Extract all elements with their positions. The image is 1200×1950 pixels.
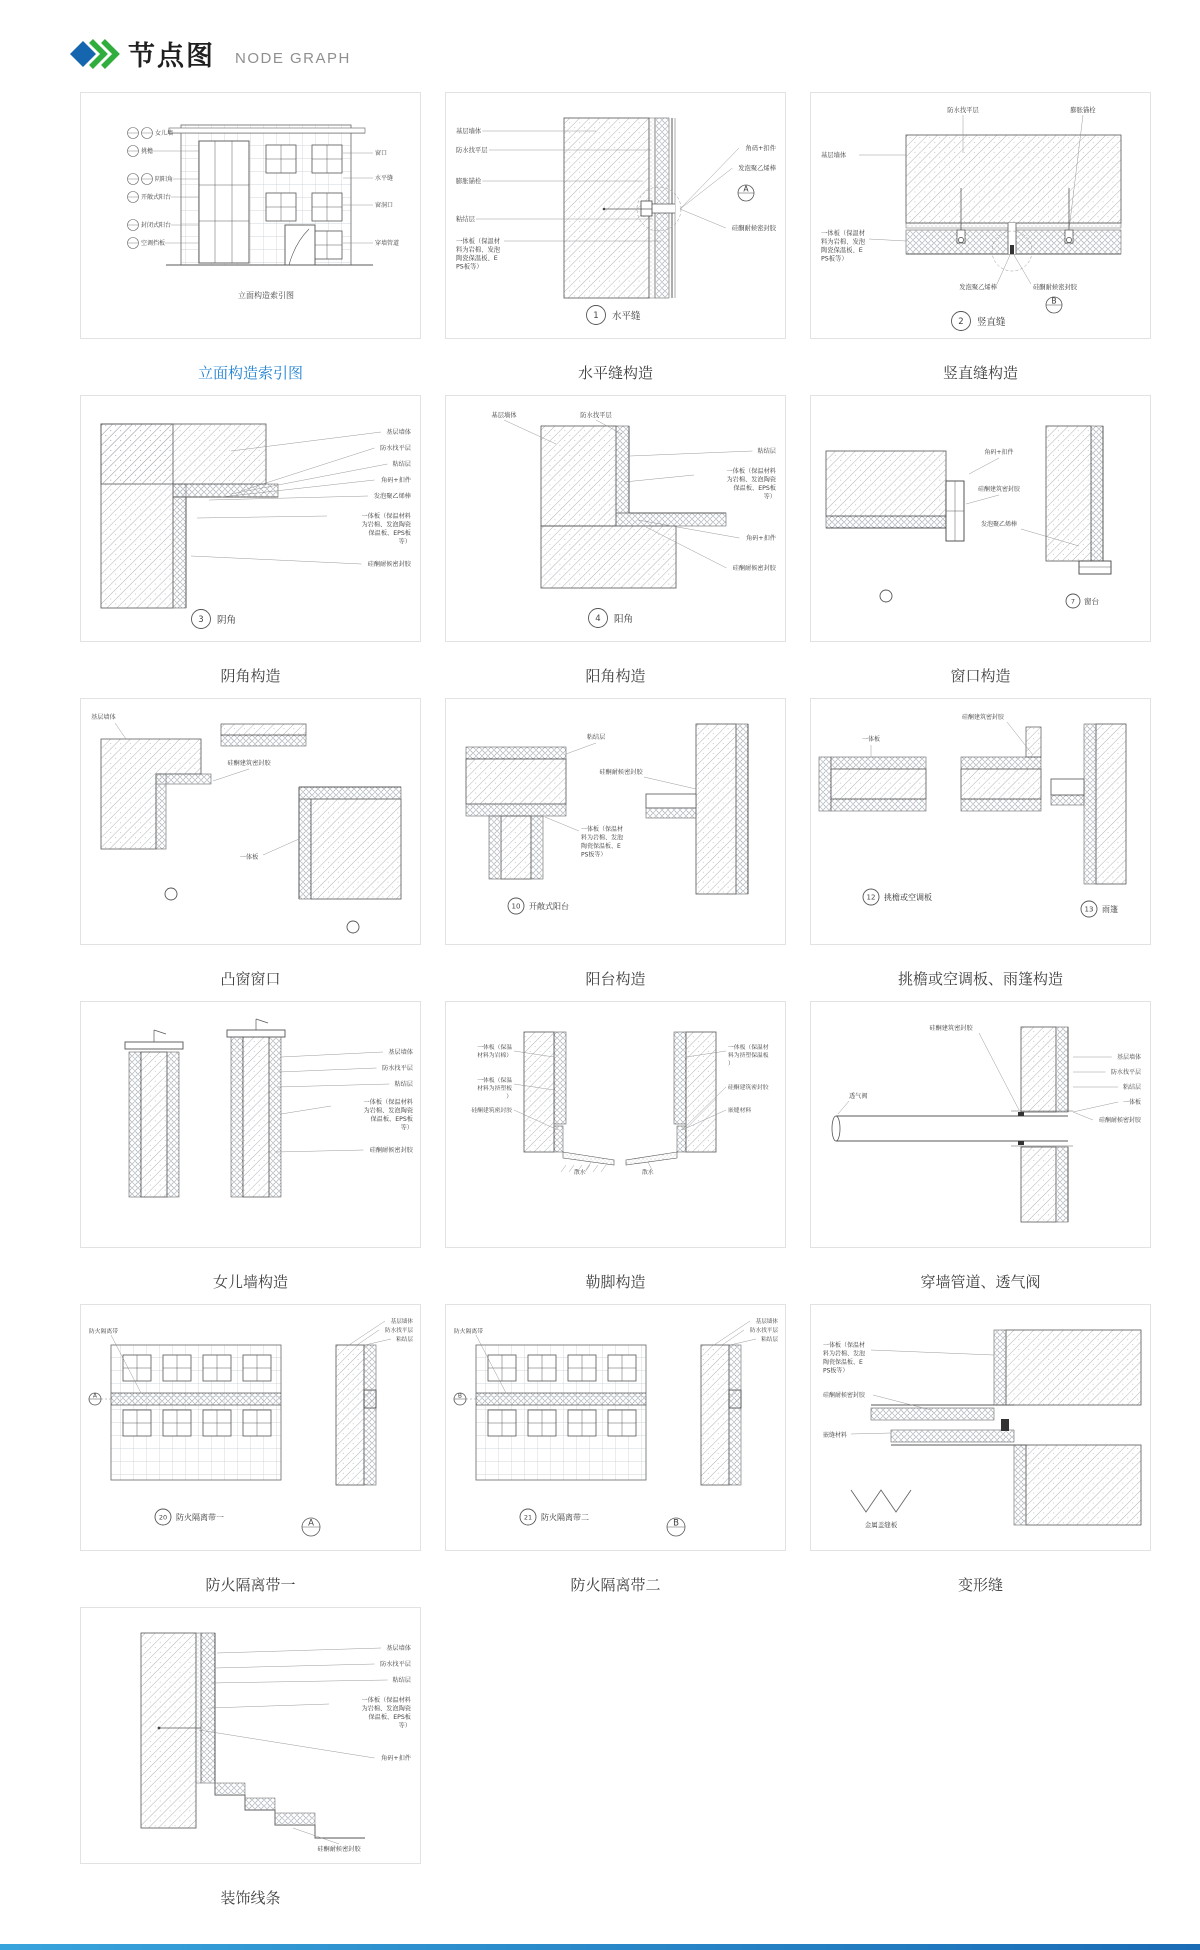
svg-text:一体板（保温材料: 一体板（保温材料 xyxy=(361,513,411,520)
svg-text:一体板（保温材料: 一体板（保温材料 xyxy=(363,1099,413,1106)
svg-text:粘结层: 粘结层 xyxy=(394,1081,413,1088)
svg-text:基层墙体: 基层墙体 xyxy=(1116,1054,1141,1061)
eaves-canopy-drawing xyxy=(811,699,1150,944)
svg-text:一体板（保温材料: 一体板（保温材料 xyxy=(361,1697,411,1704)
svg-text:防水找平层: 防水找平层 xyxy=(456,147,488,154)
svg-text:发泡聚乙烯棒: 发泡聚乙烯棒 xyxy=(738,165,776,172)
svg-text:膨胀锚栓: 膨胀锚栓 xyxy=(456,178,482,185)
svg-text:立面构造索引图: 立面构造索引图 xyxy=(238,291,294,300)
svg-text:一体板（保温材: 一体板（保温材 xyxy=(581,826,624,833)
bay-window-drawing xyxy=(81,699,420,944)
svg-text:开敞式阳台: 开敞式阳台 xyxy=(529,902,569,911)
svg-text:挑檐: 挑檐 xyxy=(141,148,154,155)
svg-text:粘结层: 粘结层 xyxy=(757,448,776,455)
svg-text:等）: 等） xyxy=(400,1124,413,1132)
svg-text:窗台: 窗台 xyxy=(1084,597,1099,606)
svg-text:保温板、EPS板: 保温板、EPS板 xyxy=(368,1714,411,1721)
caption-eaves-canopy[interactable]: 挑檐或空调板、雨篷构造 xyxy=(897,971,1063,988)
parapet-drawing xyxy=(81,1002,420,1247)
svg-text:穿墙管道: 穿墙管道 xyxy=(375,240,400,247)
svg-text:一体板: 一体板 xyxy=(861,736,881,743)
svg-text:角码+扣件: 角码+扣件 xyxy=(746,535,776,542)
cell-plinth xyxy=(445,1001,786,1304)
cell-balcony xyxy=(445,698,786,1001)
cell-inner-corner xyxy=(80,395,421,698)
svg-text:PS板等）: PS板等） xyxy=(456,263,483,271)
cell-elevation-index xyxy=(80,92,421,395)
svg-text:发泡聚乙烯棒: 发泡聚乙烯棒 xyxy=(959,284,997,291)
svg-text:材料为挤塑板: 材料为挤塑板 xyxy=(477,1086,512,1092)
cell-eaves-canopy xyxy=(810,698,1151,1001)
svg-text:阳角: 阳角 xyxy=(614,614,634,625)
svg-text:一体板（保温材料: 一体板（保温材料 xyxy=(726,468,776,475)
svg-text:硅酮建筑密封胶: 硅酮建筑密封胶 xyxy=(929,1025,973,1032)
outer-corner-drawing xyxy=(446,396,785,641)
svg-text:雨篷: 雨篷 xyxy=(1102,905,1118,914)
svg-text:20: 20 xyxy=(158,1513,168,1522)
cell-firebreak-1 xyxy=(80,1304,421,1607)
svg-text:女儿墙: 女儿墙 xyxy=(155,130,174,137)
svg-text:保温板、EPS板: 保温板、EPS板 xyxy=(368,530,411,537)
caption-horizontal-seam[interactable]: 水平缝构造 xyxy=(577,365,653,382)
svg-text:水平缝: 水平缝 xyxy=(612,311,641,322)
svg-text:竖直缝: 竖直缝 xyxy=(977,317,1006,328)
caption-inner-corner[interactable]: 阴角构造 xyxy=(220,668,281,685)
card-eaves-canopy[interactable] xyxy=(810,698,1151,945)
caption-decorative-trim[interactable]: 装饰线条 xyxy=(220,1890,281,1907)
svg-text:基层墙体: 基层墙体 xyxy=(456,128,482,135)
svg-text:3: 3 xyxy=(198,615,204,626)
expansion-joint-drawing xyxy=(811,1305,1150,1550)
svg-text:粘结层: 粘结层 xyxy=(392,1677,411,1684)
caption-firebreak-2[interactable]: 防火隔离带二 xyxy=(570,1577,661,1594)
svg-text:防水找平层: 防水找平层 xyxy=(580,412,612,419)
svg-text:一体板（保温材: 一体板（保温材 xyxy=(823,1342,866,1349)
svg-text:硅酮耐候密封胶: 硅酮耐候密封胶 xyxy=(599,769,643,776)
svg-text:基层墙体: 基层墙体 xyxy=(821,152,847,159)
svg-text:开敞式阳台: 开敞式阳台 xyxy=(141,194,172,201)
card-bay-window[interactable] xyxy=(80,698,421,945)
svg-text:角码+扣件: 角码+扣件 xyxy=(984,449,1014,456)
svg-text:一体板（保温: 一体板（保温 xyxy=(477,1078,512,1084)
svg-text:粘结层: 粘结层 xyxy=(1122,1084,1141,1091)
svg-text:1: 1 xyxy=(593,311,599,322)
svg-text:21: 21 xyxy=(523,1513,533,1522)
svg-text:为岩棉、发泡陶瓷: 为岩棉、发泡陶瓷 xyxy=(361,521,411,529)
svg-text:基层墙体: 基层墙体 xyxy=(755,1319,778,1325)
svg-text:PS板等）: PS板等） xyxy=(823,1367,849,1375)
svg-text:陶瓷保温板、E: 陶瓷保温板、E xyxy=(581,843,621,850)
svg-text:硅酮建筑密封胶: 硅酮建筑密封胶 xyxy=(728,1085,769,1091)
svg-text:B: B xyxy=(1051,296,1057,306)
cell-window-opening xyxy=(810,395,1151,698)
svg-text:窗口: 窗口 xyxy=(375,150,388,157)
svg-text:嵌缝材料: 嵌缝材料 xyxy=(728,1108,752,1114)
svg-text:12: 12 xyxy=(866,893,876,902)
cell-firebreak-2 xyxy=(445,1304,786,1607)
cell-bay-window xyxy=(80,698,421,1001)
svg-text:保温板、EPS板: 保温板、EPS板 xyxy=(370,1116,413,1123)
cell-expansion-joint xyxy=(810,1304,1151,1607)
svg-text:2: 2 xyxy=(958,317,964,328)
svg-text:A: A xyxy=(93,1393,97,1400)
svg-text:4: 4 xyxy=(595,614,601,625)
svg-text:硅酮建筑密封胶: 硅酮建筑密封胶 xyxy=(961,714,1005,721)
svg-text:膨胀锚栓: 膨胀锚栓 xyxy=(1070,107,1096,114)
svg-text:防水找平层: 防水找平层 xyxy=(947,107,979,114)
svg-text:硅酮耐候密封胶: 硅酮耐候密封胶 xyxy=(823,1392,866,1399)
svg-text:等）: 等） xyxy=(763,493,776,501)
svg-text:料为岩棉、发泡: 料为岩棉、发泡 xyxy=(821,238,866,246)
vertical-seam-drawing xyxy=(811,93,1150,338)
card-firebreak-2[interactable] xyxy=(445,1304,786,1551)
cell-outer-corner xyxy=(445,395,786,698)
caption-expansion-joint[interactable]: 变形缝 xyxy=(957,1577,1003,1594)
svg-text:B: B xyxy=(458,1393,462,1400)
svg-text:阴角: 阴角 xyxy=(217,615,237,626)
card-vertical-seam[interactable] xyxy=(810,92,1151,339)
svg-text:硅酮耐候密封胶: 硅酮耐候密封胶 xyxy=(1033,284,1078,291)
svg-text:防水找平层: 防水找平层 xyxy=(385,1328,413,1334)
svg-text:防水找平层: 防水找平层 xyxy=(1110,1069,1141,1076)
svg-text:硅酮耐候密封胶: 硅酮耐候密封胶 xyxy=(731,225,776,232)
svg-text:散水: 散水 xyxy=(574,1170,586,1176)
card-wall-pipe-vent[interactable] xyxy=(810,1001,1151,1248)
svg-text:陶瓷保温板、E: 陶瓷保温板、E xyxy=(821,247,863,254)
svg-text:料为岩棉、发泡: 料为岩棉、发泡 xyxy=(456,246,501,254)
svg-text:透气阀: 透气阀 xyxy=(849,1093,868,1100)
svg-text:硅酮耐候密封胶: 硅酮耐候密封胶 xyxy=(367,561,411,568)
firebreak-1-drawing xyxy=(81,1305,420,1550)
wall-pipe-vent-drawing xyxy=(811,1002,1150,1247)
caption-elevation-index[interactable]: 立面构造索引图 xyxy=(197,365,303,382)
svg-text:基层墙体: 基层墙体 xyxy=(390,1319,413,1325)
svg-text:粘结层: 粘结层 xyxy=(396,1337,413,1343)
svg-text:基层墙体: 基层墙体 xyxy=(386,429,411,436)
svg-text:发泡聚乙烯棒: 发泡聚乙烯棒 xyxy=(980,521,1018,528)
svg-text:粘结层: 粘结层 xyxy=(392,461,411,468)
page-subtitle: NODE GRAPH xyxy=(235,49,351,67)
svg-text:等）: 等） xyxy=(398,1722,411,1730)
svg-text:发泡聚乙烯棒: 发泡聚乙烯棒 xyxy=(373,493,411,500)
svg-text:嵌缝材料: 嵌缝材料 xyxy=(823,1432,848,1439)
svg-text:PS板等）: PS板等） xyxy=(581,851,607,859)
svg-text:粘结层: 粘结层 xyxy=(761,1337,778,1343)
caption-vertical-seam[interactable]: 竖直缝构造 xyxy=(942,365,1018,382)
card-elevation-index[interactable] xyxy=(80,92,421,339)
caption-parapet[interactable]: 女儿墙构造 xyxy=(212,1274,288,1291)
svg-text:硅酮耐候密封胶: 硅酮耐候密封胶 xyxy=(317,1846,361,1853)
svg-text:金属盖缝板: 金属盖缝板 xyxy=(864,1521,898,1529)
svg-text:10: 10 xyxy=(511,902,521,911)
svg-text:基层墙体: 基层墙体 xyxy=(491,412,517,419)
detail-card-grid xyxy=(80,92,1151,1910)
svg-text:封闭式阳台: 封闭式阳台 xyxy=(141,222,172,229)
cell-decorative-trim xyxy=(80,1607,421,1910)
page-header xyxy=(70,34,351,73)
svg-text:为岩棉、发泡陶瓷: 为岩棉、发泡陶瓷 xyxy=(726,476,776,484)
logo-icon xyxy=(70,38,120,70)
svg-text:角码+扣件: 角码+扣件 xyxy=(381,1755,411,1762)
caption-wall-pipe-vent[interactable]: 穿墙管道、透气阀 xyxy=(920,1274,1041,1291)
cell-horizontal-seam xyxy=(445,92,786,395)
caption-bay-window[interactable]: 凸窗窗口 xyxy=(220,971,281,988)
svg-text:粘结层: 粘结层 xyxy=(586,734,606,741)
svg-text:一体板: 一体板 xyxy=(1122,1099,1141,1106)
svg-text:）: ） xyxy=(506,1094,512,1100)
svg-text:散水: 散水 xyxy=(642,1170,654,1176)
svg-text:为岩棉、发泡陶瓷: 为岩棉、发泡陶瓷 xyxy=(363,1107,413,1115)
svg-text:一体板（保温: 一体板（保温 xyxy=(477,1045,512,1051)
horizontal-seam-drawing xyxy=(446,93,785,338)
svg-text:窗洞口: 窗洞口 xyxy=(375,202,394,209)
card-firebreak-1[interactable] xyxy=(80,1304,421,1551)
caption-window-opening[interactable]: 窗口构造 xyxy=(950,668,1011,685)
svg-text:防火隔离带: 防火隔离带 xyxy=(454,1329,483,1335)
svg-text:防火隔离带: 防火隔离带 xyxy=(89,1329,118,1335)
card-decorative-trim[interactable] xyxy=(80,1607,421,1864)
card-inner-corner[interactable] xyxy=(80,395,421,642)
svg-text:材料为岩棉）: 材料为岩棉） xyxy=(477,1053,512,1059)
svg-text:水平缝: 水平缝 xyxy=(375,175,394,182)
svg-text:一体板（保温材: 一体板（保温材 xyxy=(456,238,501,245)
svg-text:一体板（保温材: 一体板（保温材 xyxy=(821,230,866,237)
svg-text:防水找平层: 防水找平层 xyxy=(380,1661,411,1668)
caption-balcony[interactable]: 阳台构造 xyxy=(585,971,646,988)
svg-text:一体板: 一体板 xyxy=(239,854,259,861)
footer-accent-bar xyxy=(0,1944,1200,1950)
card-parapet[interactable] xyxy=(80,1001,421,1248)
svg-text:为岩棉、发泡陶瓷: 为岩棉、发泡陶瓷 xyxy=(361,1705,411,1713)
card-balcony[interactable] xyxy=(445,698,786,945)
svg-text:基层墙体: 基层墙体 xyxy=(388,1049,413,1056)
svg-text:硅酮建筑密封胶: 硅酮建筑密封胶 xyxy=(471,1108,512,1114)
svg-text:防水找平层: 防水找平层 xyxy=(380,445,411,452)
svg-text:角码+扣件: 角码+扣件 xyxy=(745,145,776,152)
window-opening-drawing xyxy=(811,396,1150,641)
svg-text:一体板（保温材: 一体板（保温材 xyxy=(728,1045,769,1051)
caption-firebreak-1[interactable]: 防火隔离带一 xyxy=(205,1577,296,1594)
card-plinth[interactable] xyxy=(445,1001,786,1248)
svg-text:）: ） xyxy=(728,1061,734,1067)
caption-outer-corner[interactable]: 阳角构造 xyxy=(585,668,646,685)
svg-text:A: A xyxy=(308,1518,314,1529)
svg-text:角码+扣件: 角码+扣件 xyxy=(381,477,411,484)
svg-text:A: A xyxy=(743,184,749,194)
svg-text:空调挡板: 空调挡板 xyxy=(141,240,166,247)
elevation-index-drawing xyxy=(81,93,420,338)
svg-text:料为挤塑保温板: 料为挤塑保温板 xyxy=(728,1053,769,1059)
page-title: 节点图 xyxy=(128,41,215,71)
svg-text:7: 7 xyxy=(1070,597,1076,606)
svg-text:基层墙体: 基层墙体 xyxy=(386,1645,411,1652)
svg-text:料为岩棉、发泡: 料为岩棉、发泡 xyxy=(823,1350,866,1358)
svg-text:基层墙体: 基层墙体 xyxy=(91,714,116,721)
svg-text:硅酮耐候密封胶: 硅酮耐候密封胶 xyxy=(1098,1117,1141,1124)
svg-text:陶瓷保温板、E: 陶瓷保温板、E xyxy=(456,255,498,262)
svg-text:陶瓷保温板、E: 陶瓷保温板、E xyxy=(823,1359,863,1366)
svg-text:硅酮耐候密封胶: 硅酮耐候密封胶 xyxy=(732,565,776,572)
svg-text:阴阳角: 阴阳角 xyxy=(155,176,174,183)
svg-text:防火隔离带二: 防火隔离带二 xyxy=(541,1513,589,1522)
svg-text:13: 13 xyxy=(1084,905,1094,914)
svg-text:硅酮耐候密封胶: 硅酮耐候密封胶 xyxy=(369,1147,413,1154)
svg-text:等）: 等） xyxy=(398,538,411,546)
svg-text:PS板等）: PS板等） xyxy=(821,255,848,263)
svg-text:防水找平层: 防水找平层 xyxy=(382,1065,413,1072)
svg-text:料为岩棉、发泡: 料为岩棉、发泡 xyxy=(581,834,624,842)
caption-plinth[interactable]: 勒脚构造 xyxy=(585,1274,646,1291)
card-horizontal-seam[interactable] xyxy=(445,92,786,339)
svg-text:挑檐或空调板: 挑檐或空调板 xyxy=(884,893,932,902)
inner-corner-drawing xyxy=(81,396,420,641)
svg-text:保温板、EPS板: 保温板、EPS板 xyxy=(733,485,776,492)
svg-text:防水找平层: 防水找平层 xyxy=(750,1328,778,1334)
svg-text:防火隔离带一: 防火隔离带一 xyxy=(176,1513,224,1522)
card-outer-corner[interactable] xyxy=(445,395,786,642)
svg-text:硅酮建筑密封胶: 硅酮建筑密封胶 xyxy=(977,486,1021,493)
svg-text:硅酮建筑密封胶: 硅酮建筑密封胶 xyxy=(227,760,271,767)
plinth-drawing xyxy=(446,1002,785,1247)
firebreak-2-drawing xyxy=(446,1305,785,1550)
card-expansion-joint[interactable] xyxy=(810,1304,1151,1551)
svg-text:B: B xyxy=(673,1518,679,1529)
cell-wall-pipe-vent xyxy=(810,1001,1151,1304)
cell-vertical-seam xyxy=(810,92,1151,395)
cell-parapet xyxy=(80,1001,421,1304)
decorative-trim-drawing xyxy=(81,1608,420,1863)
balcony-drawing xyxy=(446,699,785,944)
svg-text:粘结层: 粘结层 xyxy=(456,216,475,223)
card-window-opening[interactable] xyxy=(810,395,1151,642)
